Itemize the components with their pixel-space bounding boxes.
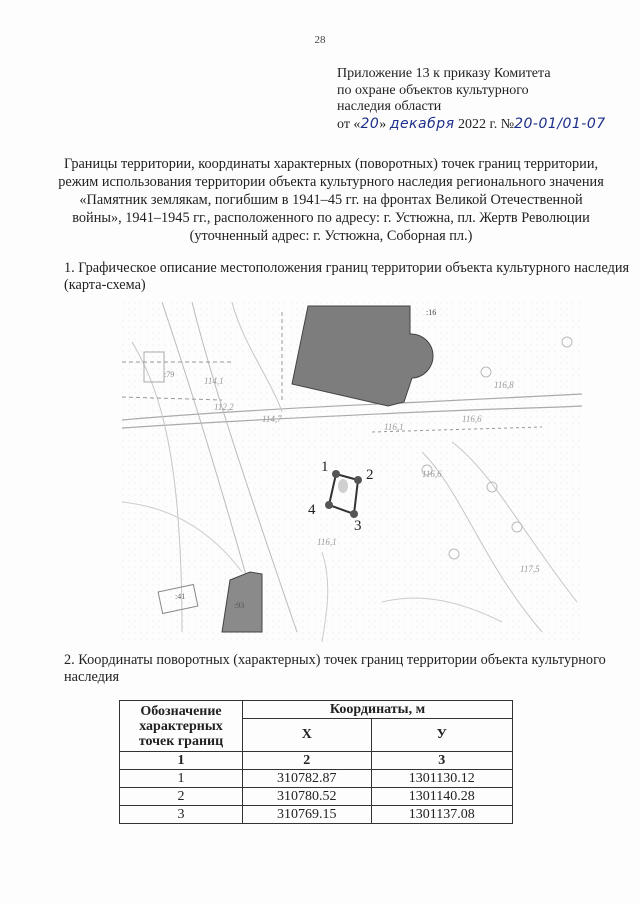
- appendix-date-line: [337, 116, 627, 134]
- elevation-label: 117,5: [520, 564, 540, 574]
- monument-symbol: [338, 479, 348, 493]
- cell-x: 310769.15: [243, 806, 372, 824]
- elevation-label: 116,6: [462, 414, 482, 424]
- appendix-line-3: наследия области: [337, 99, 442, 114]
- cell-y: 1301140.28: [371, 788, 512, 806]
- map-scheme: [122, 302, 582, 642]
- elevation-label: 116,1: [384, 422, 404, 432]
- lot-label: :93: [234, 601, 245, 610]
- point-label-4: 4: [308, 502, 316, 518]
- date-year: 2022 г. №: [458, 116, 515, 132]
- elevation-label: 112,2: [214, 402, 234, 412]
- map-drawing: [122, 302, 582, 642]
- elevation-label: 114,7: [262, 414, 282, 424]
- cell-x: 310782.87: [243, 770, 372, 788]
- cell-y: 1301137.08: [371, 806, 512, 824]
- date-mid: »: [379, 116, 387, 132]
- elevation-label: 116,6: [422, 469, 442, 479]
- table-row: [120, 806, 513, 824]
- section-2-heading: 2. Координаты поворотных (характерных) точек границ территории объекта культурного наследия: [64, 652, 606, 685]
- appendix-line-1: Приложение 13 к приказу Комитета: [337, 66, 551, 81]
- column-number: 3: [371, 752, 512, 770]
- lot-label: :16: [426, 308, 437, 317]
- column-number: 1: [120, 752, 243, 770]
- cell-point: 1: [120, 770, 243, 788]
- section-1-heading: 1. Графическое описание местоположения границ территории объекта культурного наследия (карта-схема): [64, 260, 630, 293]
- handwritten-month: декабря: [389, 115, 455, 132]
- header-y: У: [371, 719, 512, 752]
- handwritten-order-number: 20-01/01-07: [514, 115, 606, 132]
- boundary-point-3: [350, 510, 358, 518]
- cell-x: 310780.52: [243, 788, 372, 806]
- elevation-label: 116,1: [317, 537, 337, 547]
- cell-point: 2: [120, 788, 243, 806]
- table-row: [120, 788, 513, 806]
- page-number: 28: [314, 34, 326, 46]
- header-point-designation: Обозначение характерных точек границ: [120, 701, 243, 752]
- handwritten-day: 20: [360, 115, 380, 132]
- lot-label: :41: [175, 592, 186, 601]
- appendix-line-2: по охране объектов культурного: [337, 82, 529, 98]
- elevation-label: 116,8: [494, 380, 514, 390]
- appendix-header: [337, 66, 627, 133]
- point-label-3: 3: [354, 518, 362, 534]
- boundary-point-2: [354, 476, 362, 484]
- header-coordinates: Координаты, м: [243, 701, 513, 719]
- boundary-point-4: [325, 501, 333, 509]
- column-number: 2: [243, 752, 372, 770]
- document-title: Границы территории, координаты характерных (поворотных) точек границ территории, режим использования территории объекта культурного наследия регионального значения «Памятник землякам, погибшим в 1941–45 гг. на фронтах Великой Отечественной войны», 1941–1945 гг., расположенного по адресу: г. Устюжна, пл. Жертв Революции (уточненный адрес: г. Устюжна, Соборная пл.): [58, 156, 604, 244]
- point-label-2: 2: [366, 467, 374, 483]
- boundary-point-1: [332, 470, 340, 478]
- date-prefix: от «: [337, 116, 361, 132]
- cell-point: 3: [120, 806, 243, 824]
- elevation-label: 114,1: [204, 376, 224, 386]
- point-label-1: 1: [321, 459, 329, 475]
- header-x: X: [243, 719, 372, 752]
- lot-label: :79: [164, 370, 175, 379]
- table-row: [120, 770, 513, 788]
- coordinates-table: [119, 700, 513, 824]
- cell-y: 1301130.12: [371, 770, 512, 788]
